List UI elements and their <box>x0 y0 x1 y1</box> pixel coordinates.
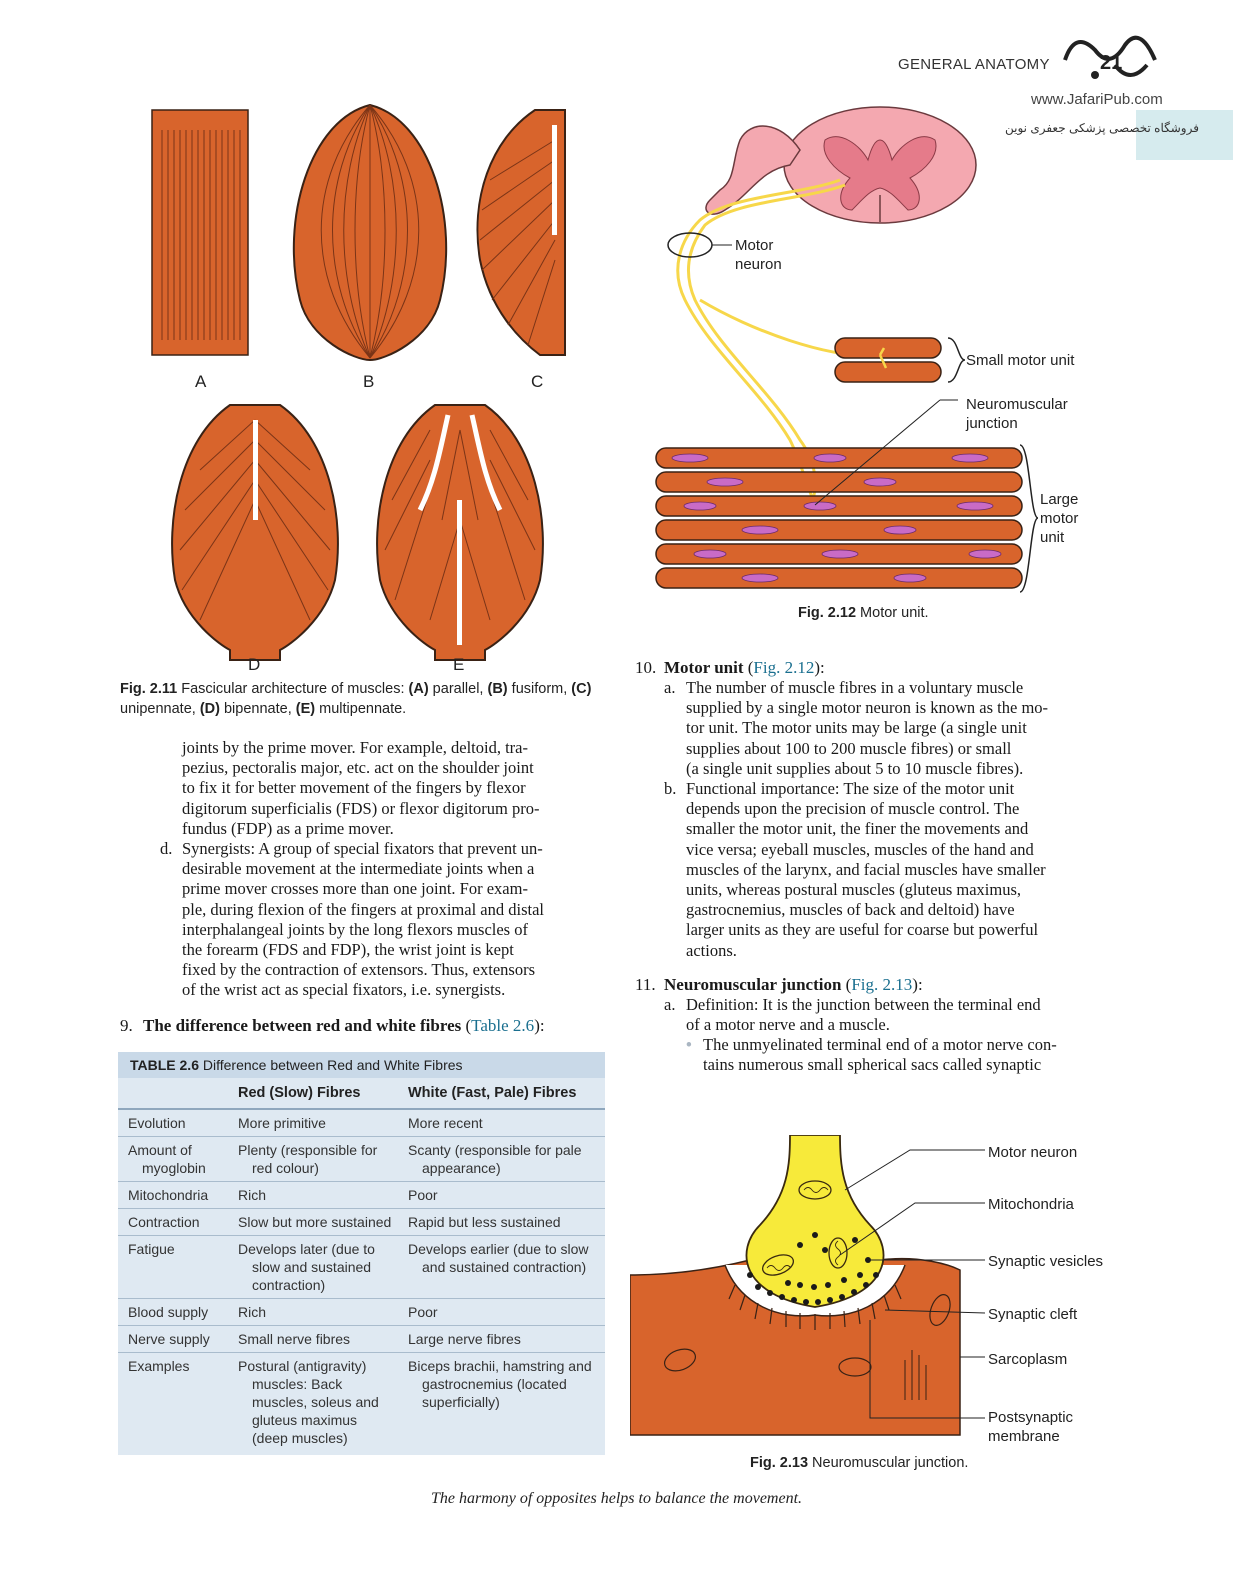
cell-text: Poor <box>408 1187 438 1203</box>
cell-text: Biceps brachii, hamstring and gastrocnemius (located superficially) <box>408 1358 592 1410</box>
caption-part: fusiform, <box>507 681 572 697</box>
cell-text: Develops earlier (due to slow and sustained contraction) <box>408 1241 589 1275</box>
fig-2-12-caption-number: Fig. 2.12 <box>798 605 857 621</box>
table-cell <box>228 1299 398 1326</box>
table-cell <box>118 1353 228 1456</box>
fig-2-11-caption-number: Fig. 2.11 <box>120 681 178 697</box>
text-line: larger units as they are useful for coarse but powerful <box>686 920 1039 940</box>
cell-text: Amount of myoglobin <box>128 1142 206 1176</box>
caption-part: (B) <box>487 681 508 697</box>
table-cell <box>118 1299 228 1326</box>
text-line: the forearm (FDS and FDP), the wrist joint is kept <box>182 940 514 960</box>
text-line: fixed by the contraction of extensors. Thus, extensors <box>182 960 535 980</box>
item-10-number: 10. <box>635 658 657 677</box>
caption-text: Neuromuscular junction. <box>808 1455 969 1471</box>
text-line: tains numerous small spherical sacs called synaptic <box>703 1055 1042 1075</box>
watermark-logo <box>1055 20 1165 90</box>
table-cell <box>118 1109 228 1137</box>
fig-2-11-label-c: C <box>531 372 544 391</box>
cell-text: Examples <box>128 1358 190 1374</box>
list-marker-11a: a. <box>664 995 676 1014</box>
fig-2-11-label-b: B <box>363 372 375 391</box>
figure-2-13-neuromuscular-junction <box>630 1135 990 1455</box>
nmj-definition-paragraph <box>686 995 1108 1035</box>
cell-text: Poor <box>408 1304 438 1320</box>
table-row <box>118 1299 605 1326</box>
fig-2-11-label-d: D <box>248 655 261 674</box>
text-line: The number of muscle fibres in a voluntary muscle <box>686 678 1024 697</box>
text-line: vice versa; eyeball muscles, muscles of the hand and <box>686 839 1034 859</box>
table-cell <box>118 1209 228 1236</box>
fig-2-11-label-e: E <box>453 655 465 674</box>
caption-part: (A) <box>408 681 429 697</box>
table-2-6-link[interactable]: Table 2.6 <box>471 1016 535 1035</box>
label-fig213-postsynaptic-membrane <box>988 1408 1073 1446</box>
fig-2-11-caption <box>120 679 600 719</box>
text-line: Functional importance: The size of the motor unit <box>686 779 1015 798</box>
table-cell <box>398 1299 605 1326</box>
figure-2-12-motor-unit <box>640 100 1100 600</box>
text-line: of the wrist act as special fixators, i.e. synergists. <box>182 980 506 1000</box>
nmj-bullet-paragraph <box>703 1035 1108 1075</box>
table-cell <box>118 1326 228 1353</box>
cell-text: Small nerve fibres <box>238 1331 351 1347</box>
cell-text: Fatigue <box>128 1241 175 1257</box>
label-small-motor-unit: Small motor unit <box>966 352 1075 369</box>
text-line: Synergists: A group of special fixators that prevent un- <box>182 839 543 858</box>
table-cell <box>228 1137 398 1182</box>
fig-2-13-link[interactable]: Fig. 2.13 <box>851 975 913 994</box>
caption-text: Motor unit. <box>856 605 929 621</box>
table-cell <box>118 1137 228 1182</box>
muscle-multipennate-diagram <box>377 405 543 660</box>
text-line: depends upon the precision of muscle control. The <box>686 799 1020 819</box>
table-header-row <box>118 1078 605 1109</box>
list-marker-10a: a. <box>664 678 676 697</box>
table-cell <box>118 1236 228 1299</box>
table-cell <box>398 1236 605 1299</box>
table-cell <box>118 1182 228 1209</box>
table-row <box>118 1137 605 1182</box>
table-2-6-title <box>118 1052 605 1078</box>
paren: ): <box>814 658 825 677</box>
table-cell <box>228 1236 398 1299</box>
cell-text: Mitochondria <box>128 1187 209 1203</box>
cell-text: Rich <box>238 1187 267 1203</box>
item-11-heading <box>664 975 923 995</box>
paren: ): <box>912 975 923 994</box>
table-row <box>118 1109 605 1137</box>
text-line: prime mover crosses more than one joint. For exam- <box>182 879 528 899</box>
text-line: units, whereas postural muscles (gluteus maximus, <box>686 880 1021 900</box>
cell-text: More recent <box>408 1115 483 1131</box>
item-9-heading <box>143 1016 545 1036</box>
caption-part: multipennate. <box>315 701 407 717</box>
label-large-motor-unit <box>1040 490 1078 547</box>
label-line: neuron <box>735 256 782 273</box>
muscle-bipennate-diagram <box>172 405 338 660</box>
text-line: supplied by a single motor neuron is known as the mo- <box>686 698 1049 718</box>
text-line: smaller the motor unit, the finer the movements and <box>686 819 1029 839</box>
caption-part: Fascicular architecture of muscles: <box>177 681 409 697</box>
table-row <box>118 1353 605 1456</box>
label-fig213-synaptic-cleft: Synaptic cleft <box>988 1306 1078 1323</box>
caption-part: bipennate, <box>219 701 296 717</box>
list-marker-d: d. <box>160 839 173 858</box>
fig-2-13-caption <box>750 1453 968 1473</box>
table-cell <box>398 1137 605 1182</box>
item-11-title: Neuromuscular junction <box>664 975 842 994</box>
caption-part: parallel, <box>428 681 488 697</box>
item-9-title: The difference between red and white fibres <box>143 1016 462 1035</box>
table-title-text: Difference between Red and White Fibres <box>198 1057 463 1073</box>
item-11-number: 11. <box>635 975 656 994</box>
table-cell <box>228 1209 398 1236</box>
text-line: tor unit. The motor units may be large (a single unit <box>686 718 1027 738</box>
table-cell <box>398 1182 605 1209</box>
item-10-heading <box>664 658 825 678</box>
paren: ( <box>841 975 852 994</box>
label-line: membrane <box>988 1428 1060 1445</box>
label-line: Large <box>1040 491 1079 508</box>
muscle-fusiform-diagram <box>294 105 446 360</box>
item-10-title: Motor unit <box>664 658 744 677</box>
cell-text: Postural (antigravity) muscles: Back muscles, soleus and gluteus maximus (deep muscles) <box>238 1358 379 1446</box>
caption-part: unipennate, <box>120 701 200 717</box>
cell-text: Evolution <box>128 1115 186 1131</box>
cell-text: Plenty (responsible for red colour) <box>238 1142 378 1176</box>
label-fig213-mitochondria: Mitochondria <box>988 1196 1074 1213</box>
watermark-url: www.JafariPub.com <box>1031 91 1163 108</box>
text-line: pezius, pectoralis major, etc. act on the shoulder joint <box>182 758 534 778</box>
table-cell <box>228 1109 398 1137</box>
text-line: muscles of the larynx, and facial muscles have smaller <box>686 859 1046 879</box>
fig-2-12-caption <box>798 603 929 623</box>
text-line: The unmyelinated terminal end of a motor nerve con- <box>703 1035 1057 1054</box>
cell-text: Large nerve fibres <box>408 1331 521 1347</box>
bullet-marker: • <box>686 1036 692 1054</box>
table-row <box>118 1182 605 1209</box>
table-row <box>118 1326 605 1353</box>
text-line: supplies about 100 to 200 muscle fibres) or small <box>686 738 1012 758</box>
label-line: motor <box>1040 510 1079 527</box>
table-cell <box>228 1182 398 1209</box>
cell-text: Slow but more sustained <box>238 1214 392 1230</box>
text-line: actions. <box>686 940 737 960</box>
cell-text: Nerve supply <box>128 1331 210 1347</box>
header-cell <box>118 1078 228 1109</box>
text-line: fundus (FDP) as a prime mover. <box>182 818 394 838</box>
text-line: desirable movement at the intermediate joints when a <box>182 859 535 879</box>
text-line: joints by the prime mover. For example, deltoid, tra- <box>182 738 528 757</box>
watermark-shop-name: فروشگاه تخصصی پزشکی جعفری نوین <box>1005 121 1199 135</box>
table-number: TABLE 2.6 <box>130 1057 199 1073</box>
muscle-parallel-diagram <box>152 110 248 355</box>
footer-quote: The harmony of opposites helps to balance the movement. <box>430 1490 803 1507</box>
label-line: Motor <box>735 237 774 254</box>
text-line: ple, during flexion of the fingers at proximal and distal <box>182 899 544 919</box>
label-line: junction <box>966 415 1018 432</box>
label-line: unit <box>1040 529 1065 546</box>
table-row <box>118 1236 605 1299</box>
label-fig213-synaptic-vesicles: Synaptic vesicles <box>988 1253 1104 1270</box>
table-cell <box>228 1326 398 1353</box>
label-motor-neuron <box>735 236 782 274</box>
label-fig213-sarcoplasm: Sarcoplasm <box>988 1351 1068 1368</box>
prime-mover-continuation-paragraph <box>182 738 597 839</box>
table-2-6-grid <box>118 1078 605 1455</box>
text-line: gastrocnemius, muscles of back and deltoid) have <box>686 900 1015 920</box>
table-cell <box>228 1353 398 1456</box>
paren: ( <box>461 1016 472 1035</box>
cell-text: Develops later (due to slow and sustained contraction) <box>238 1241 375 1293</box>
paren: ( <box>743 658 754 677</box>
text-line: interphalangeal joints by the long flexors muscles of <box>182 919 528 939</box>
header-cell-red-fibres: Red (Slow) Fibres <box>228 1078 398 1109</box>
table-2-6 <box>118 1052 605 1455</box>
motor-unit-definition-paragraph <box>686 678 1108 779</box>
cell-text: Blood supply <box>128 1304 209 1320</box>
label-line: Neuromuscular <box>966 396 1068 413</box>
table-row <box>118 1209 605 1236</box>
caption-part: (E) <box>295 701 316 717</box>
label-neuromuscular-junction <box>966 395 1068 433</box>
synergists-paragraph <box>182 839 597 1001</box>
fig-2-13-caption-number: Fig. 2.13 <box>750 1455 809 1471</box>
text-line: of a motor nerve and a muscle. <box>686 1015 890 1035</box>
cell-text: Scanty (responsible for pale appearance) <box>408 1142 582 1176</box>
fig-2-12-link[interactable]: Fig. 2.12 <box>753 658 815 677</box>
cell-text: Contraction <box>128 1214 200 1230</box>
text-line: to fix it for better movement of the fingers by flexor <box>182 778 526 798</box>
list-marker-10b: b. <box>664 779 677 798</box>
header-cell-white-fibres: White (Fast, Pale) Fibres <box>398 1078 605 1109</box>
muscle-unipennate-diagram <box>477 110 565 355</box>
text-line: Definition: It is the junction between the terminal end <box>686 995 1041 1014</box>
page-number: 21 <box>1100 52 1123 74</box>
fig-2-11-label-a: A <box>195 372 207 391</box>
cell-text: Rich <box>238 1304 267 1320</box>
caption-part: (D) <box>199 701 220 717</box>
table-cell <box>398 1326 605 1353</box>
text-line: digitorum superficialis (FDS) or flexor digitorum pro- <box>182 798 540 818</box>
table-cell <box>398 1353 605 1456</box>
text-line: (a single unit supplies about 5 to 10 muscle fibres). <box>686 758 1024 778</box>
cell-text: More primitive <box>238 1115 326 1131</box>
running-header-title: GENERAL ANATOMY <box>898 56 1050 73</box>
cell-text: Rapid but less sustained <box>408 1214 561 1230</box>
caption-part: (C) <box>571 681 592 697</box>
label-line: Postsynaptic <box>988 1409 1074 1426</box>
side-tab <box>1136 110 1233 160</box>
item-9-number: 9. <box>120 1016 133 1035</box>
table-cell <box>398 1109 605 1137</box>
motor-unit-functional-importance-paragraph <box>686 779 1108 961</box>
paren: ): <box>534 1016 545 1035</box>
table-cell <box>398 1209 605 1236</box>
label-fig213-motor-neuron: Motor neuron <box>988 1144 1078 1161</box>
